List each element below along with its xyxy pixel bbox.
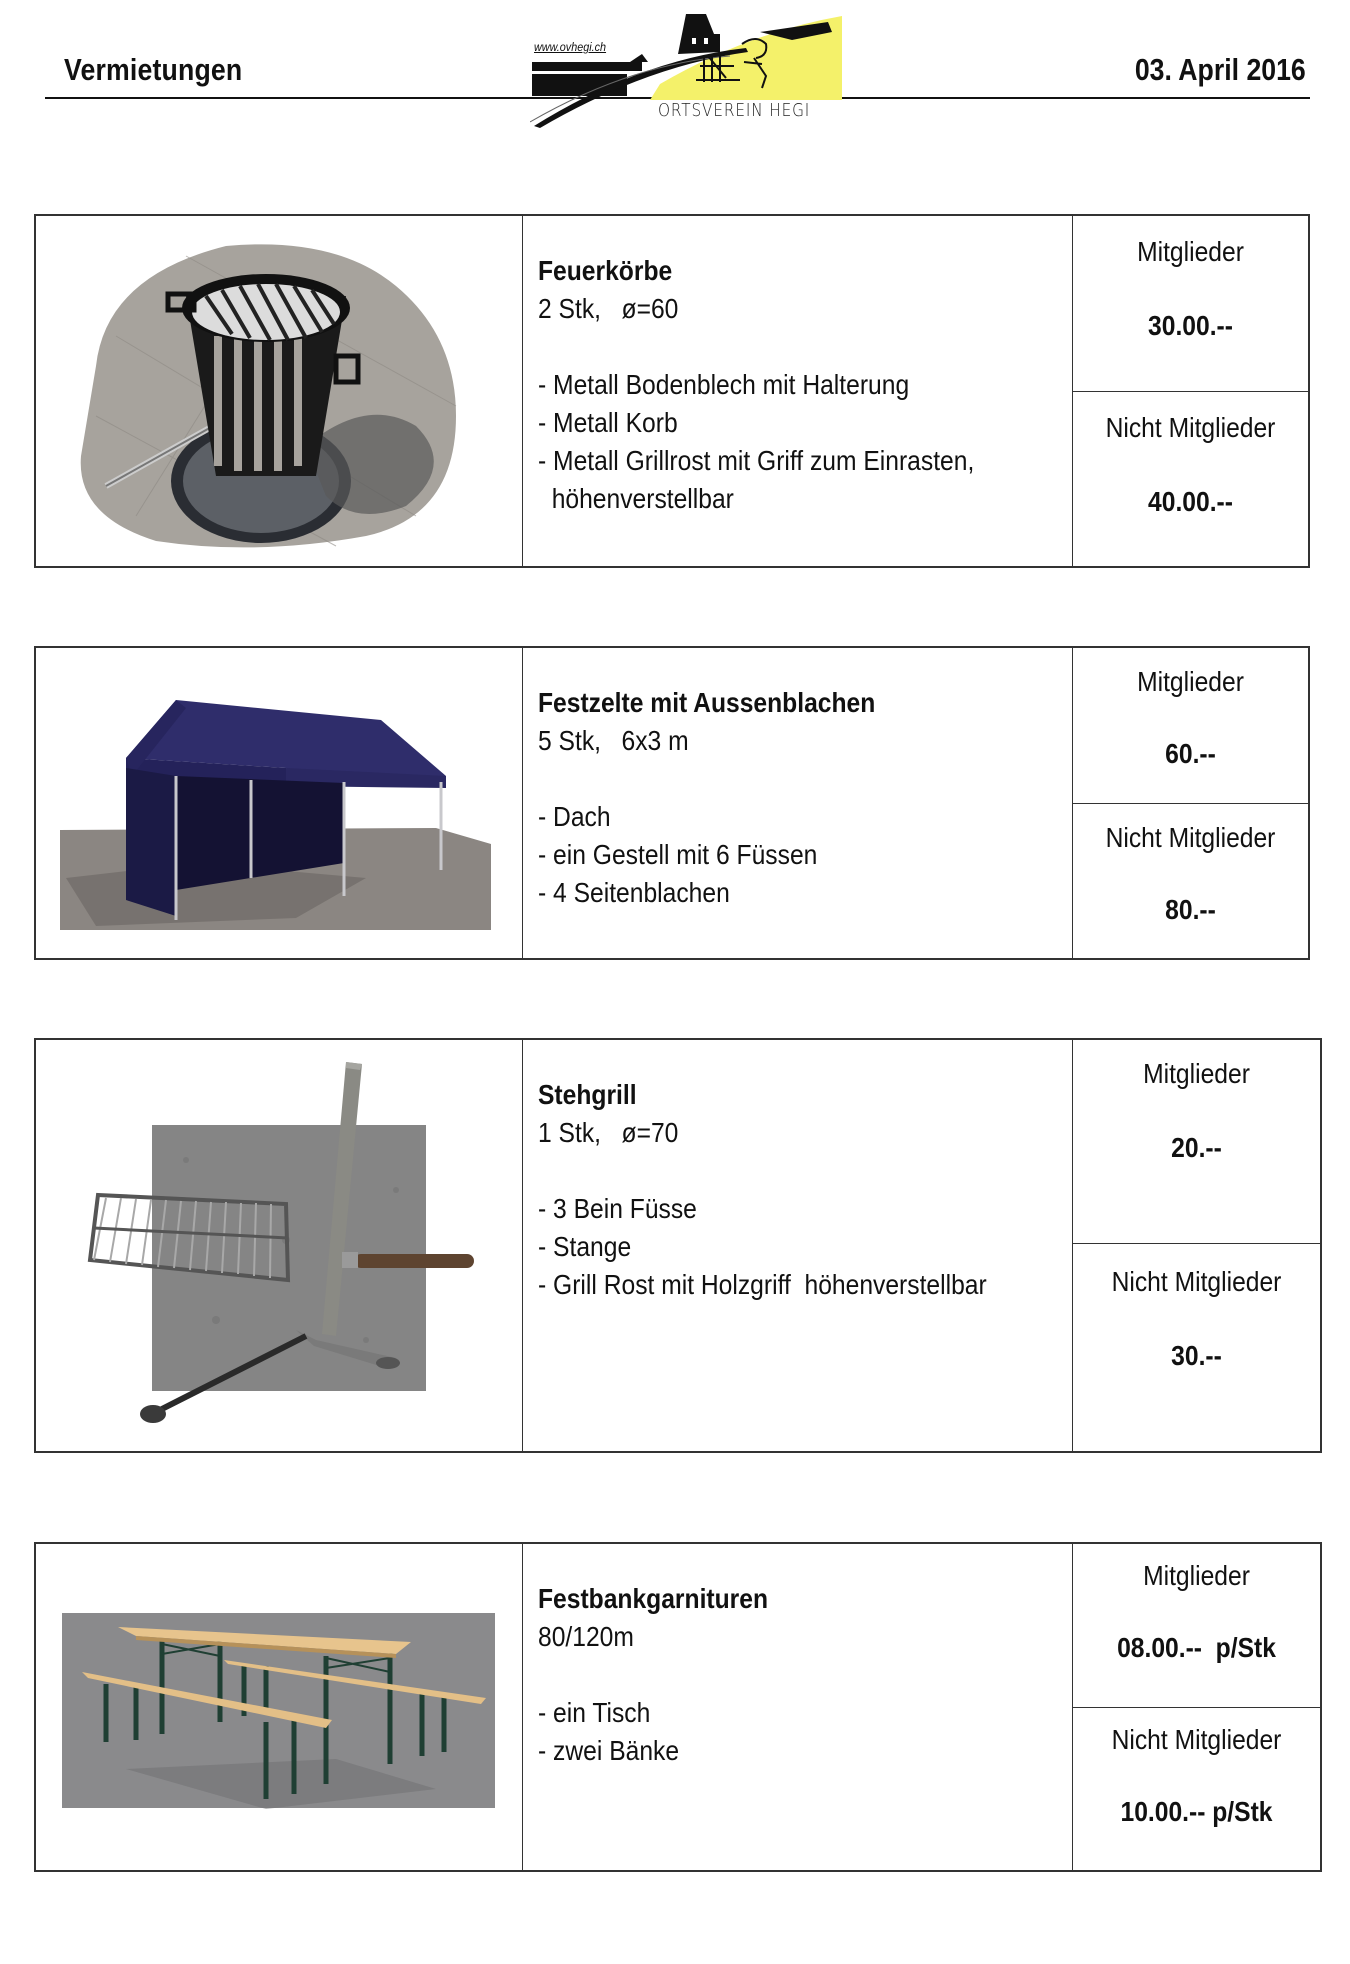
price-non-members [1073,803,1308,959]
price-non-members [1073,1707,1320,1871]
price-label-non-members: Nicht Mitglieder [1105,821,1276,853]
rental-feature: - 4 Seitenblachen [538,877,730,908]
logo-org-name: ORTSVEREIN HEGI [658,100,811,121]
rental-feature: höhenverstellbar [538,483,734,514]
price-value-members: 60.-- [1165,738,1216,769]
rental-title: Festbankgarnituren [538,1583,769,1614]
price-value-non-members: 80.-- [1165,893,1216,925]
price-value-non-members: 30.-- [1171,1340,1222,1371]
rental-description [523,216,1073,566]
page-title: Vermietungen [64,52,243,87]
rental-title: Stehgrill [538,1079,637,1110]
logo-url-text: www.ovhegi.ch [534,40,607,54]
rental-quantity: 80/120m [538,1621,634,1652]
price-label-members: Mitglieder [1143,1058,1250,1089]
price-column [1073,1544,1320,1870]
price-label-non-members: Nicht Mitglieder [1105,411,1276,443]
rental-feature: - zwei Bänke [538,1735,680,1766]
price-members [1073,216,1308,391]
price-non-members [1073,1243,1320,1451]
standing-grill-photo [36,1040,523,1451]
rental-title: Festzelte mit Aussenblachen [538,687,876,718]
rental-feature: - ein Tisch [538,1697,651,1728]
price-label-members: Mitglieder [1137,666,1244,697]
rental-feature: - Grill Rost mit Holzgriff höhenverstellbar [538,1269,987,1300]
beer-bench-set-photo [36,1544,523,1870]
rental-feature: - Metall Grillrost mit Griff zum Einrasten, [538,445,975,476]
price-value-members: 08.00.-- p/Stk [1117,1632,1276,1663]
price-value-non-members: 40.00.-- [1148,485,1233,517]
price-column [1073,648,1308,958]
price-members [1073,648,1308,803]
rental-quantity: 1 Stk, ø=70 [538,1117,679,1148]
rental-feature: - ein Gestell mit 6 Füssen [538,839,818,870]
price-value-members: 30.00.-- [1148,310,1233,341]
price-non-members [1073,391,1308,567]
rental-quantity: 5 Stk, 6x3 m [538,725,689,756]
rental-description [523,648,1073,958]
price-label-members: Mitglieder [1137,236,1244,267]
rental-feature: - Dach [538,801,611,832]
price-label-members: Mitglieder [1143,1560,1250,1591]
club-logo [530,4,850,128]
price-label-non-members: Nicht Mitglieder [1111,1723,1282,1755]
rental-description [523,1040,1073,1451]
rental-feature: - 3 Bein Füsse [538,1193,697,1224]
document-date: 03. April 2016 [1135,52,1306,87]
price-label-non-members: Nicht Mitglieder [1111,1266,1282,1297]
price-column [1073,1040,1320,1451]
rental-feature: - Metall Korb [538,407,678,438]
rental-item-party-tent [34,646,1310,960]
rental-quantity: 2 Stk, ø=60 [538,293,679,324]
price-value-non-members: 10.00.-- p/Stk [1120,1795,1273,1827]
price-value-members: 20.-- [1171,1132,1222,1163]
rental-description [523,1544,1073,1870]
rental-item-fire-basket [34,214,1310,568]
rental-title: Feuerkörbe [538,255,673,286]
rental-item-bench-set [34,1542,1322,1872]
rental-feature: - Stange [538,1231,632,1262]
fire-basket-photo [36,216,523,566]
rental-item-standing-grill [34,1038,1322,1453]
rental-feature: - Metall Bodenblech mit Halterung [538,369,910,400]
price-members [1073,1040,1320,1243]
price-column [1073,216,1308,566]
party-tent-photo [36,648,523,958]
price-members [1073,1544,1320,1707]
